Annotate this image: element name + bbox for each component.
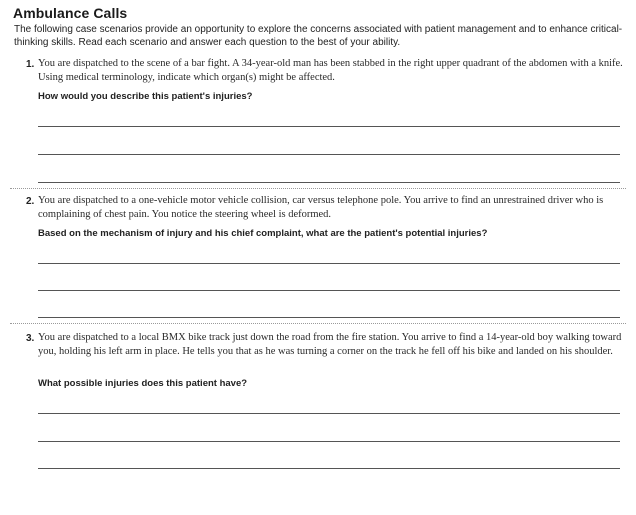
scenario-2-number: 2. <box>26 196 35 207</box>
scenario-1-answer-line-2[interactable] <box>38 154 620 155</box>
scenario-2-answer-line-3[interactable] <box>38 317 620 318</box>
scenario-1-question: How would you describe this patient's injuries? <box>38 91 253 102</box>
scenario-2-text: You are dispatched to a one-vehicle motor vehicle collision, car versus telephone pole. You arrive to find an unrestrained driver who is complaining of chest pain. You notice the steering wheel is deformed. <box>38 195 604 220</box>
page-title: Ambulance Calls <box>13 5 128 21</box>
scenario-1-text: You are dispatched to the scene of a bar fight. A 34-year-old man has been stabbed in the right upper quadrant of the abdomen with a knife. Using medical terminology, indicate which organ(s) might be affected. <box>38 58 623 83</box>
scenario-3-text: You are dispatched to a local BMX bike track just down the road from the fire station. You arrive to find a 14-year-old boy walking toward you, holding his left arm in place. He tells you that as he was turning a corner on the track he fell off his bike and landed on his shoulder. <box>38 332 622 357</box>
scenario-2-answer-line-2[interactable] <box>38 290 620 291</box>
scenario-2-answer-line-1[interactable] <box>38 263 620 264</box>
intro-paragraph: The following case scenarios provide an opportunity to explore the concerns associated with patient management and to enhance critical-thinking skills. Read each scenario and answer each question to the best of your ability. <box>14 24 623 48</box>
scenario-3-answer-line-3[interactable] <box>38 468 620 469</box>
scenario-1-answer-line-1[interactable] <box>38 126 620 127</box>
scenario-2-question: Based on the mechanism of injury and his chief complaint, what are the patient's potential injuries? <box>38 228 488 239</box>
scenario-1-number: 1. <box>26 59 35 70</box>
scenario-3-answer-line-2[interactable] <box>38 441 620 442</box>
scenario-3-question: What possible injuries does this patient have? <box>38 378 248 389</box>
section-divider <box>10 323 626 324</box>
scenario-3-answer-line-1[interactable] <box>38 413 620 414</box>
scenario-1-answer-line-3[interactable] <box>38 182 620 183</box>
scenario-3-number: 3. <box>26 333 35 344</box>
section-divider <box>10 188 626 189</box>
